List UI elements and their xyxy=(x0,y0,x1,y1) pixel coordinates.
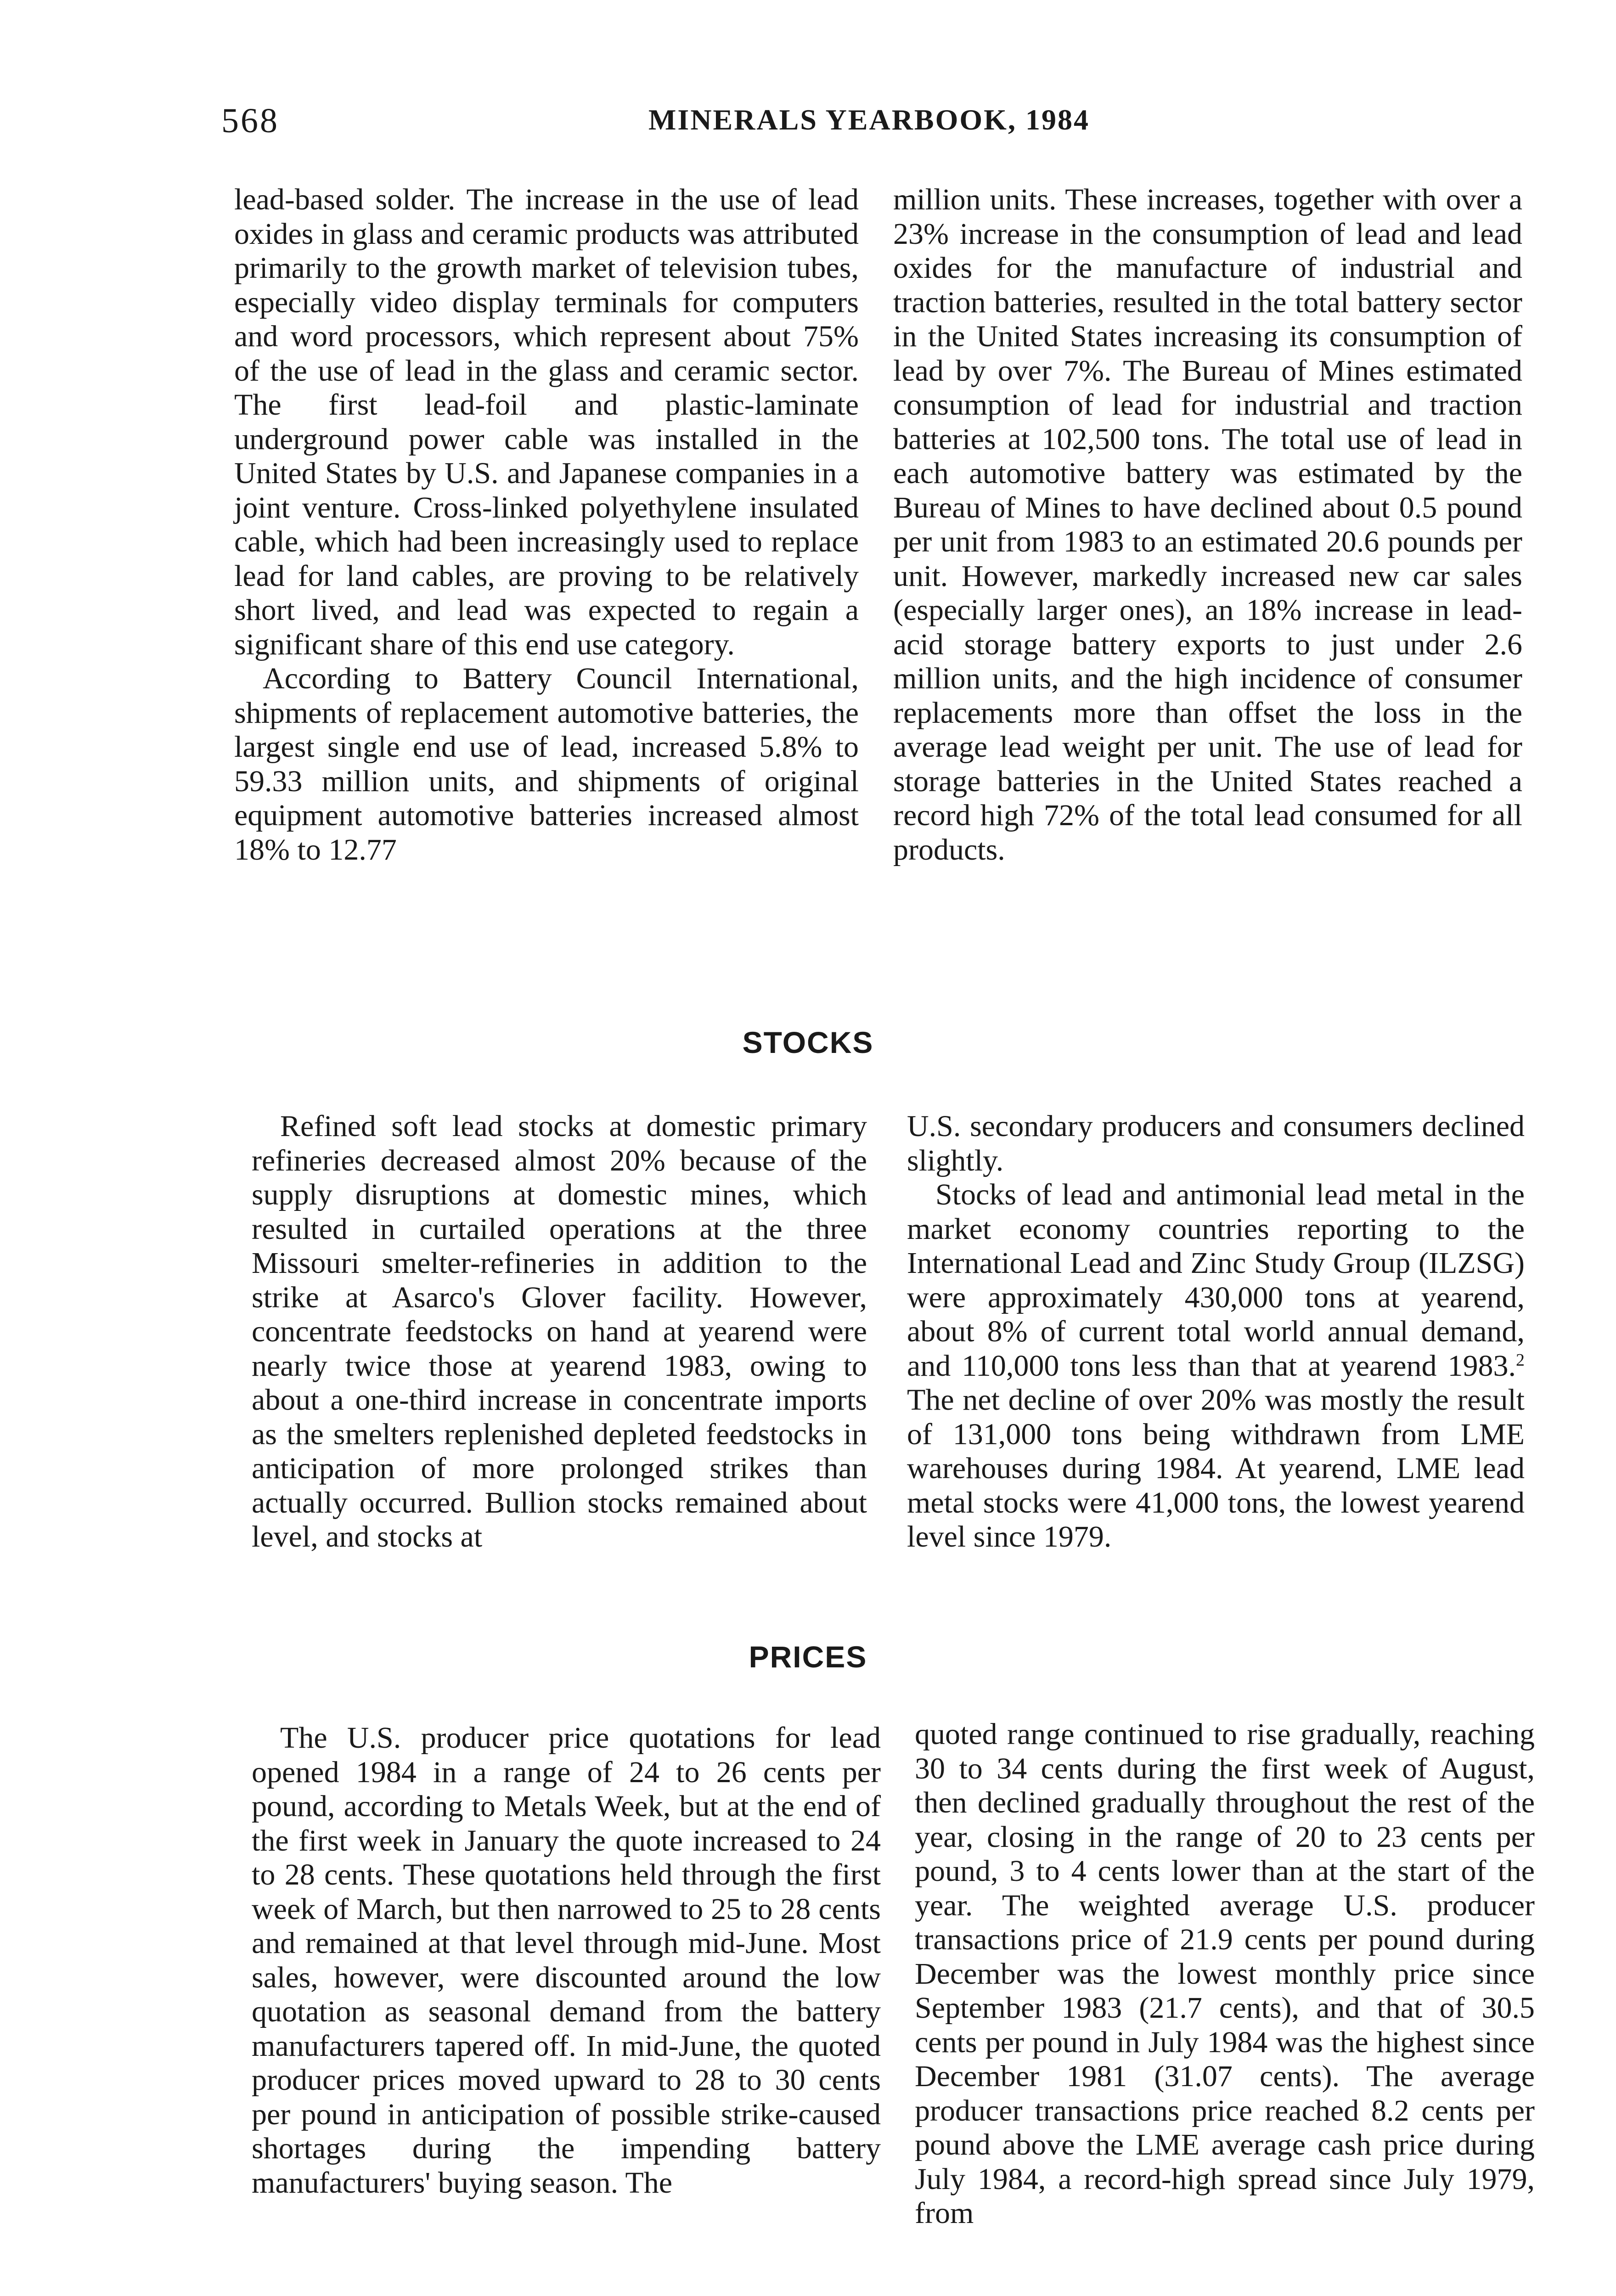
top-left-column xyxy=(234,183,859,867)
section-heading-stocks: STOCKS xyxy=(742,1025,874,1059)
stocks-left-column xyxy=(252,1109,867,1554)
paragraph: million units. These increases, together with over a 23% increase in the consumption of lead and lead oxides for the manufacture of industrial and traction batteries, resulted in the total battery sector in the United States increasing its consumption of lead by over 7%. The Bureau of Mines estimated consumption of lead for industrial and traction batteries at 102,500 tons. The total use of lead in each automotive battery was estimated by the Bureau of Mines to have declined about 0.5 pound per unit from 1983 to an estimated 20.6 pounds per unit. However, markedly increased new car sales (especially larger ones), an 18% increase in lead-acid storage battery exports to just under 2.6 million units, and the high incidence of consumer replacements more than offset the loss in the average lead weight per unit. The use of lead for storage batteries in the United States reached a record high 72% of the total lead consumed for all products. xyxy=(893,183,1522,867)
paragraph-text: Stocks of lead and antimonial lead metal in the market economy countries reporting to the International Lead and Zinc Study Group (ILZSG) were approximately 430,000 tons at yearend, about 8% of current total world annual demand, and 110,000 tons less than that at yearend 1983. xyxy=(907,1178,1525,1383)
paragraph xyxy=(907,1178,1525,1554)
footnote-reference: 2 xyxy=(1516,1350,1525,1370)
paragraph: quoted range continued to rise gradually, reaching 30 to 34 cents during the first week of August, then declined gradually throughout the rest of the year, closing in the range of 20 to 23 cents per pound, 3 to 4 cents lower than at the start of the year. The weighted average U.S. producer transactions price of 21.9 cents per pound during December was the lowest monthly price since September 1983 (21.7 cents), and that of 30.5 cents per pound in July 1984 was the highest since December 1981 (31.07 cents). The average producer transactions price reached 8.2 cents per pound above the LME average cash price during July 1984, a record-high spread since July 1979, from xyxy=(915,1717,1535,2230)
paragraph: The U.S. producer price quotations for lead opened 1984 in a range of 24 to 26 cents per pound, according to Metals Week, but at the end of the first week in January the quote increased to 24 to 28 cents. These quotations held through the first week of March, but then narrowed to 25 to 28 cents and remained at that level through mid-June. Most sales, however, were discounted around the low quotation as seasonal demand from the battery manufacturers tapered off. In mid-June, the quoted producer prices moved upward to 28 to 30 cents per pound in anticipation of possible strike-caused shortages during the impending battery manufacturers' buying season. The xyxy=(252,1721,881,2200)
paragraph: U.S. secondary producers and consumers declined slightly. xyxy=(907,1109,1525,1177)
paragraph-text: The net decline of over 20% was mostly the result of 131,000 tons being withdrawn from LME warehouses during 1984. At yearend, LME lead metal stocks were 41,000 tons, the lowest yearend level since 1979. xyxy=(907,1383,1525,1553)
top-right-column xyxy=(893,183,1522,867)
stocks-right-column xyxy=(907,1109,1525,1554)
prices-left-column xyxy=(252,1721,881,2200)
paragraph: Refined soft lead stocks at domestic primary refineries decreased almost 20% because of the supply disruptions at domestic mines, which resulted in curtailed operations at the three Missouri smelter-refineries in addition to the strike at Asarco's Glover facility. However, concentrate feedstocks on hand at yearend were nearly twice those at yearend 1983, owing to about a one-third increase in concentrate imports as the smelters replenished depleted feedstocks in anticipation of more prolonged strikes than actually occurred. Bullion stocks remained about level, and stocks at xyxy=(252,1109,867,1553)
prices-right-column xyxy=(915,1717,1535,2231)
page-number: 568 xyxy=(221,101,279,140)
running-title: MINERALS YEARBOOK, 1984 xyxy=(648,103,1090,136)
page-header xyxy=(221,101,1544,142)
section-heading-prices: PRICES xyxy=(749,1640,867,1674)
paragraph: lead-based solder. The increase in the use of lead oxides in glass and ceramic products was attributed primarily to the growth market of television tubes, especially video display terminals for computers and word processors, which represent about 75% of the use of lead in the glass and ceramic sector. The first lead-foil and plastic-laminate underground power cable was installed in the United States by U.S. and Japanese companies in a joint venture. Cross-linked polyethylene insulated cable, which had been increasingly used to replace lead for land cables, are proving to be relatively short lived, and lead was expected to regain a significant share of this end use category. xyxy=(234,183,859,661)
paragraph: According to Battery Council International, shipments of replacement automotive batteries, the largest single end use of lead, increased 5.8% to 59.33 million units, and shipments of original equipment automotive batteries increased almost 18% to 12.77 xyxy=(234,662,859,867)
